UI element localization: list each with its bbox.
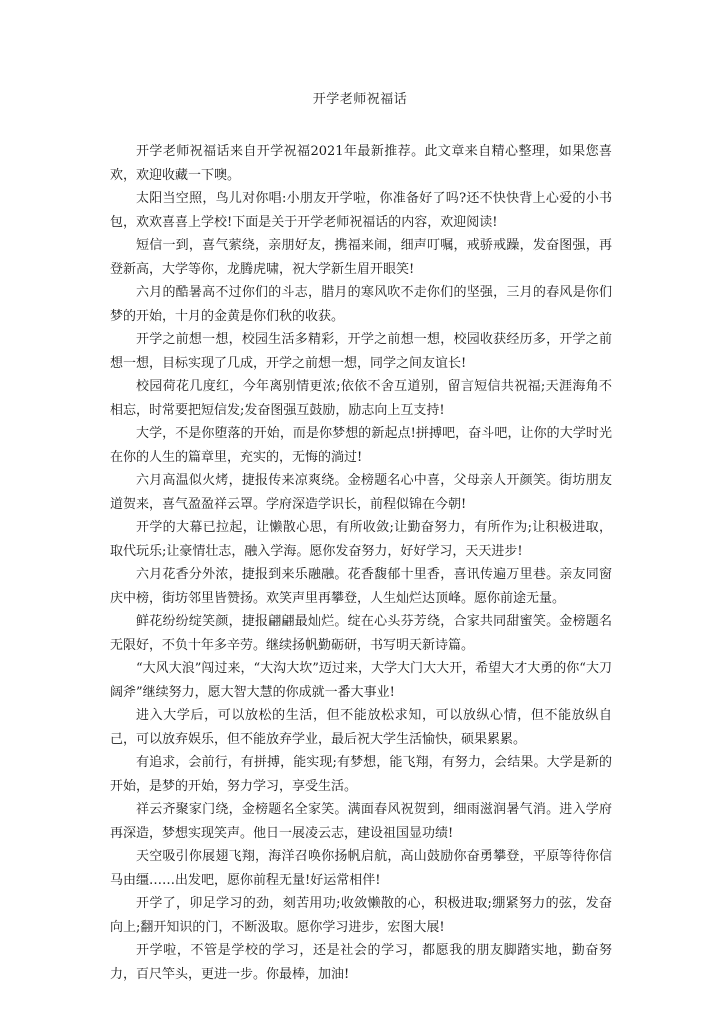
- paragraph: 太阳当空照，鸟儿对你唱:小朋友开学啦，你准备好了吗?还不快快背上心爱的小书包，欢欢喜喜上学校!下面是关于开学老师祝福话的内容，欢迎阅读!: [110, 191, 612, 230]
- paragraph: 天空吸引你展翅飞翔，海洋召唤你扬帆启航，高山鼓励你奋勇攀登，平原等待你信马由缰……出发吧，愿你前程无量!好运常相伴!: [110, 849, 612, 888]
- paragraph: 六月的酷暑高不过你们的斗志，腊月的寒风吹不走你们的坚强，三月的春风是你们梦的开始，十月的金黄是你们秋的收获。: [110, 285, 612, 324]
- paragraph: 鲜花纷纷绽笑颜，捷报翩翩最灿烂。绽在心头芬芳绕，合家共同甜蜜笑。金榜题名无限好，不负十年多辛劳。继续扬帆勤砺研，书写明天新诗篇。: [110, 614, 612, 653]
- paragraph: 开学之前想一想，校园生活多精彩，开学之前想一想，校园收获经历多，开学之前想一想，目标实现了几成，开学之前想一想，同学之间友谊长!: [110, 332, 612, 371]
- paragraph: 祥云齐聚家门绕，金榜题名全家笑。满面春风祝贺到，细雨滋润暑气消。进入学府再深造，梦想实现笑声。他日一展凌云志，建设祖国显功绩!: [110, 802, 612, 841]
- page-title: 开学老师祝福话: [312, 92, 408, 107]
- paragraph: 六月花香分外浓，捷报到来乐融融。花香馥郁十里香，喜讯传遍万里巷。亲友同窗庆中榜，街坊邻里皆赞扬。欢笑声里再攀登，人生灿烂达顶峰。愿你前途无量。: [110, 567, 612, 606]
- paragraph: 开学了，卯足学习的劲，刻苦用功;收敛懒散的心，积极进取;绷紧努力的弦，发奋向上;翻开知识的门，不断汲取。愿你学习进步，宏图大展!: [110, 896, 612, 935]
- paragraph: 开学的大幕已拉起，让懒散心思，有所收敛;让勤奋努力，有所作为;让积极进取，取代玩乐;让豪情壮志，融入学海。愿你发奋努力，好好学习，天天进步!: [110, 520, 612, 559]
- document-body: [110, 140, 612, 986]
- paragraph: “大风大浪”闯过来，“大沟大坎”迈过来，大学大门大大开，希望大才大勇的你“大刀阔斧”继续努力，愿大智大慧的你成就一番大事业!: [110, 661, 612, 700]
- paragraph: 开学啦，不管是学校的学习，还是社会的学习，都愿我的朋友脚踏实地，勤奋努力，百尺竿头，更进一步。你最棒，加油!: [110, 943, 612, 982]
- paragraph: 六月高温似火烤，捷报传来凉爽绕。金榜题名心中喜，父母亲人开颜笑。街坊朋友道贺来，喜气盈盈祥云罩。学府深造学识长，前程似锦在今朝!: [110, 473, 612, 512]
- paragraph: 有追求，会前行，有拼搏，能实现;有梦想，能飞翔，有努力，会结果。大学是新的开始，是梦的开始，努力学习，享受生活。: [110, 755, 612, 794]
- paragraph: 短信一到，喜气萦绕，亲朋好友，携福来闹，细声叮嘱，戒骄戒躁，发奋图强，再登新高，大学等你，龙腾虎啸，祝大学新生眉开眼笑!: [110, 238, 612, 277]
- paragraph: 进入大学后，可以放松的生活，但不能放松求知，可以放纵心情，但不能放纵自己，可以放弃娱乐，但不能放弃学业，最后祝大学生活愉快，硕果累累。: [110, 708, 612, 747]
- paragraph: 大学，不是你堕落的开始，而是你梦想的新起点!拼搏吧，奋斗吧，让你的大学时光在你的人生的篇章里，充实的，无悔的淌过!: [110, 426, 612, 465]
- paragraph: 开学老师祝福话来自开学祝福2021年最新推荐。此文章来自精心整理，如果您喜欢，欢迎收藏一下噢。: [110, 144, 612, 183]
- paragraph: 校园荷花几度红，今年离别情更浓;依依不舍互道别，留言短信共祝福;天涯海角不相忘，时常要把短信发;发奋图强互鼓励，励志向上互支持!: [110, 379, 612, 418]
